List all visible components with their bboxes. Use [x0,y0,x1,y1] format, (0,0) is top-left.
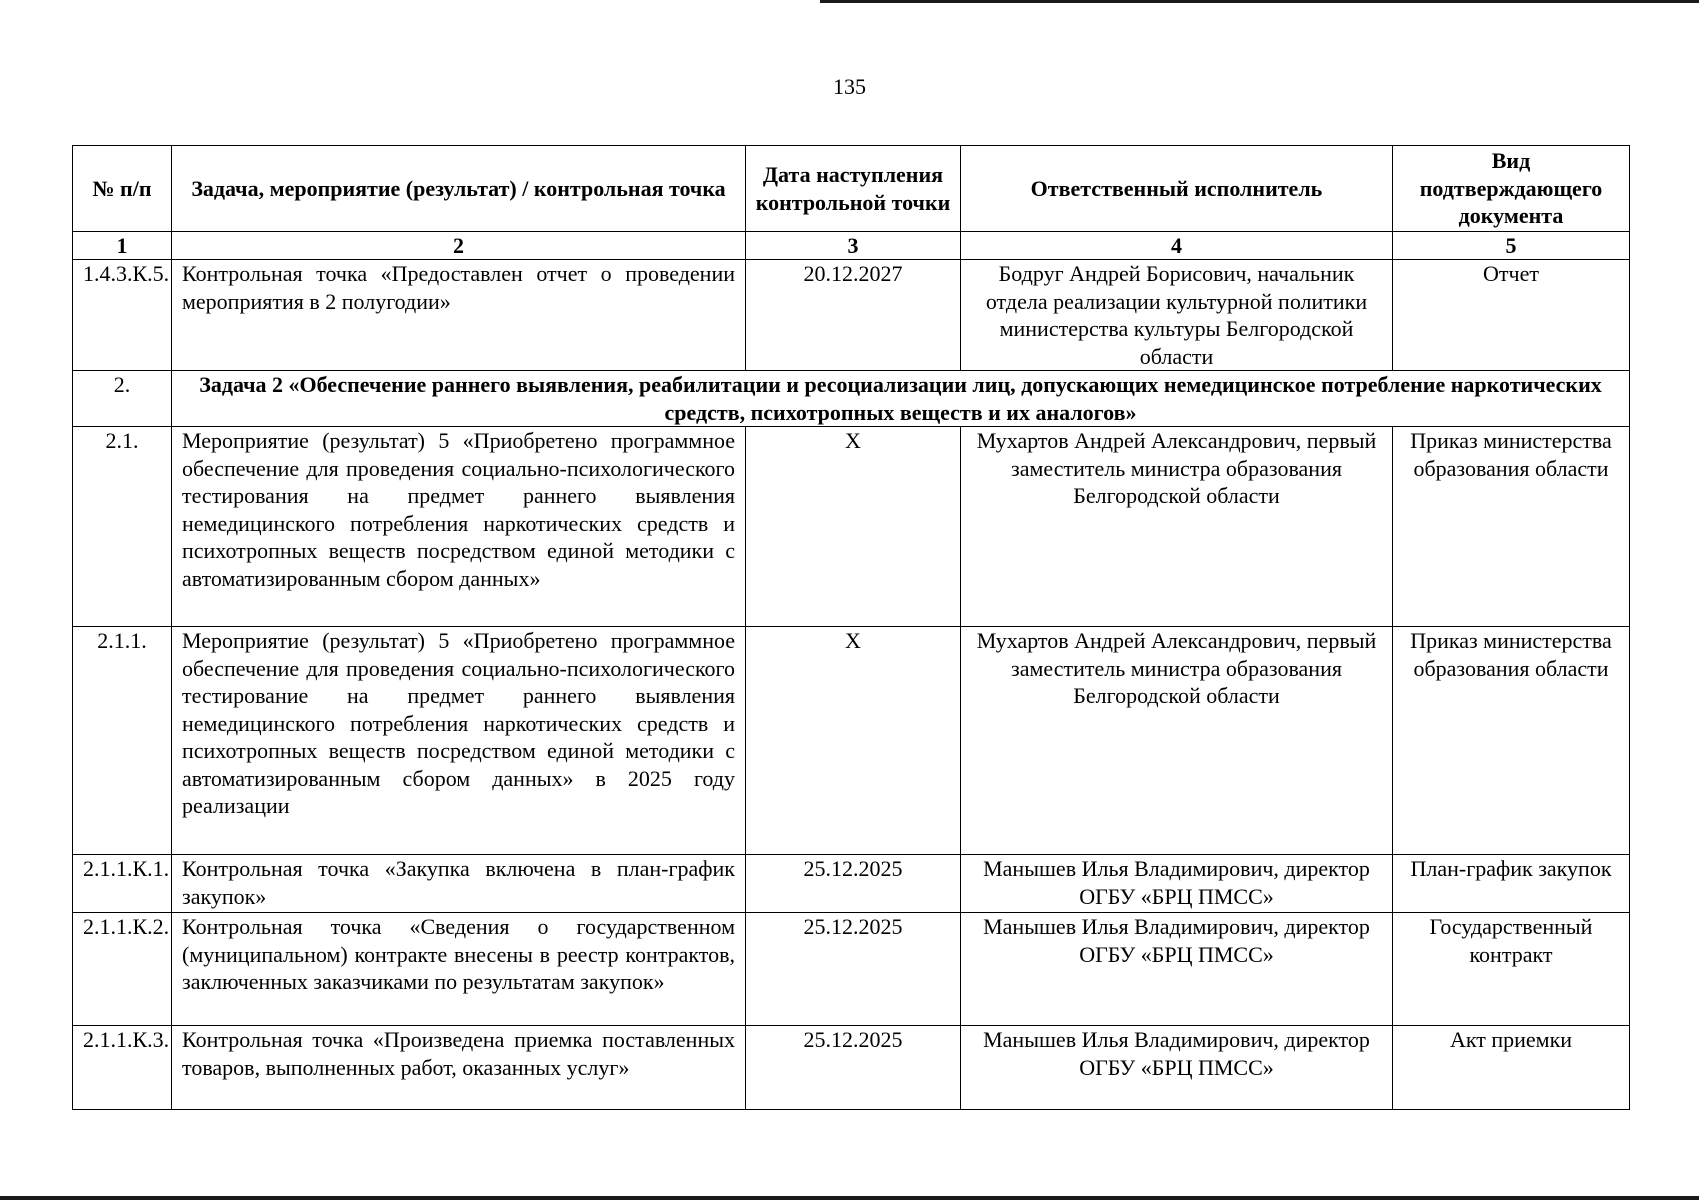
row-document: Отчет [1393,260,1630,371]
page-number: 135 [833,74,866,99]
row-number: 2.1.1.К.1. [73,855,172,913]
scan-edge-bottom [0,1196,1699,1200]
row-responsible: Бодруг Андрей Борисович, начальник отдела реализации культурной политики министерства культуры Белгородской области [961,260,1393,371]
row-date: 25.12.2025 [746,855,961,913]
row-task: Контрольная точка «Произведена приемка поставленных товаров, выполненных работ, оказанных услуг» [172,1026,746,1110]
row-document: План-график закупок [1393,855,1630,913]
column-number: 3 [746,232,961,260]
row-date: 25.12.2025 [746,1026,961,1110]
row-number: 2.1.1.К.3. [73,1026,172,1110]
row-responsible: Мухартов Андрей Александрович, первый заместитель министра образования Белгородской области [961,627,1393,855]
header-responsible: Ответственный исполнитель [961,146,1393,232]
header-number: № п/п [73,146,172,232]
row-responsible: Манышев Илья Владимирович, директор ОГБУ «БРЦ ПМСС» [961,855,1393,913]
table-row [73,260,1630,371]
row-responsible: Манышев Илья Владимирович, директор ОГБУ «БРЦ ПМСС» [961,913,1393,1026]
row-document: Акт приемки [1393,1026,1630,1110]
row-number: 2.1.1.К.2. [73,913,172,1026]
row-date: X [746,627,961,855]
column-number: 2 [172,232,746,260]
table-row [73,855,1630,913]
task-title-row [73,371,1630,427]
row-date: 20.12.2027 [746,260,961,371]
column-number: 5 [1393,232,1630,260]
row-document: Приказ министерства образования области [1393,627,1630,855]
row-number: 2.1. [73,427,172,627]
row-number: 2.1.1. [73,627,172,855]
column-number-row [73,232,1630,260]
header-date: Дата наступления контрольной точки [746,146,961,232]
row-number: 1.4.3.К.5. [73,260,172,371]
row-task: Мероприятие (результат) 5 «Приобретено программное обеспечение для проведения социально-психологического тестирование на предмет раннего выявления немедицинского потребления наркотических средств и психотропных веществ посредством единой методики с автоматизированным сбором данных» в 2025 году реализации [172,627,746,855]
row-task: Контрольная точка «Предоставлен отчет о проведении мероприятия в 2 полугодии» [172,260,746,371]
row-date: 25.12.2025 [746,913,961,1026]
table-row [73,627,1630,855]
table-row [73,427,1630,627]
table-row [73,1026,1630,1110]
row-date: X [746,427,961,627]
table-row [73,913,1630,1026]
row-responsible: Мухартов Андрей Александрович, первый заместитель министра образования Белгородской области [961,427,1393,627]
column-number: 4 [961,232,1393,260]
header-row [73,146,1630,232]
header-document: Вид подтверждающего документа [1393,146,1630,232]
row-responsible: Манышев Илья Владимирович, директор ОГБУ «БРЦ ПМСС» [961,1026,1393,1110]
row-task: Контрольная точка «Закупка включена в план-график закупок» [172,855,746,913]
row-document: Государственный контракт [1393,913,1630,1026]
column-number: 1 [73,232,172,260]
row-task: Контрольная точка «Сведения о государственном (муниципальном) контракте внесены в реестр контрактов, заключенных заказчиками по результатам закупок» [172,913,746,1026]
plan-table [72,145,1630,1110]
scan-edge-top [820,0,1699,3]
row-number: 2. [73,371,172,427]
header-task: Задача, мероприятие (результат) / контрольная точка [172,146,746,232]
row-task: Мероприятие (результат) 5 «Приобретено программное обеспечение для проведения социально-психологического тестирования на предмет раннего выявления немедицинского потребления наркотических средств и психотропных веществ посредством единой методики с автоматизированным сбором данных» [172,427,746,627]
row-document: Приказ министерства образования области [1393,427,1630,627]
task-title: Задача 2 «Обеспечение раннего выявления, реабилитации и ресоциализации лиц, допускающих немедицинское потребление наркотических средств, психотропных веществ и их аналогов» [172,371,1630,427]
